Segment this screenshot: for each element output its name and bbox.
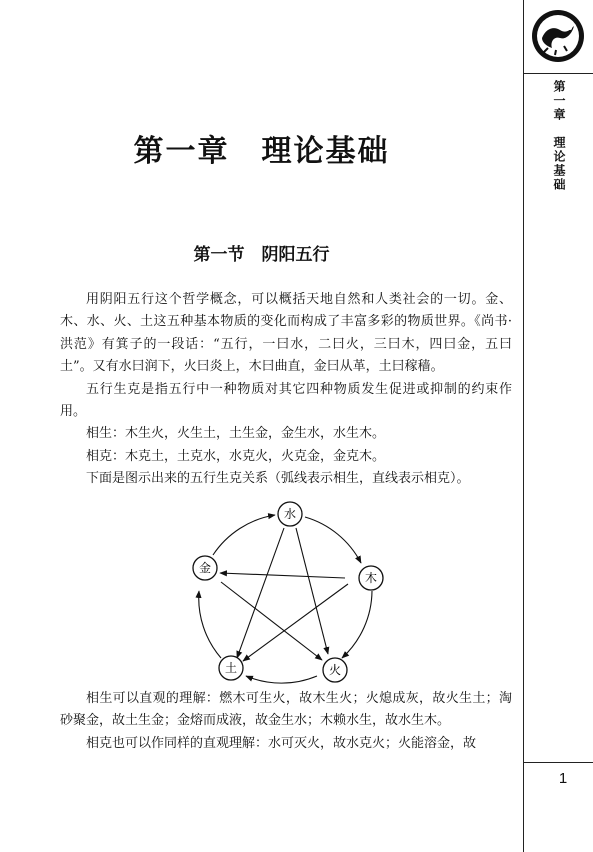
line-wood-to-earth bbox=[220, 573, 345, 578]
node-wood bbox=[359, 566, 383, 590]
line-fire-to-metal bbox=[221, 582, 322, 660]
side-chapter-label: 第一章 bbox=[552, 80, 566, 122]
body-text-bottom bbox=[60, 688, 512, 755]
svg-text:土: 土 bbox=[224, 661, 238, 675]
dragon-emblem-icon bbox=[530, 8, 586, 64]
five-elements-diagram bbox=[180, 498, 400, 688]
body-text-top bbox=[60, 289, 512, 491]
arc-fire-to-earth bbox=[246, 676, 317, 683]
svg-text:水: 水 bbox=[283, 507, 297, 521]
arc-wood-to-fire bbox=[342, 591, 372, 658]
line-earth-to-water bbox=[296, 528, 328, 654]
paragraph-xiangke: 相克：木克土，土克水，水克火，火克金，金克木。 bbox=[86, 448, 386, 464]
node-water bbox=[278, 502, 302, 526]
margin-rule-bottom bbox=[523, 762, 593, 763]
arc-water-to-wood bbox=[305, 517, 361, 563]
node-earth bbox=[219, 656, 243, 680]
arc-metal-to-water bbox=[213, 515, 275, 555]
svg-text:木: 木 bbox=[364, 571, 378, 585]
line-water-to-fire bbox=[237, 528, 284, 658]
arc-earth-to-metal bbox=[199, 591, 221, 658]
svg-text:金: 金 bbox=[198, 561, 212, 575]
paragraph-shengke-definition: 五行生克是指五行中一种物质对其它四种物质发生促进或抑制的约束作用。 bbox=[60, 381, 512, 420]
paragraph-xiangsheng: 相生：木生火，火生土，土生金，金生水，水生木。 bbox=[86, 426, 386, 442]
margin-rule-top bbox=[523, 73, 593, 74]
paragraph-intro: 用阴阳五行这个哲学概念，可以概括天地自然和人类社会的一切。金、木、水、火、土这五种基本物质的变化而构成了丰富多彩的物质世界。《尚书·洪范》有箕子的一段话：“五行，一曰水，二曰火，三曰木，四曰金，五曰土”。又有水曰润下，火曰炎上，木曰曲直，金曰从革，土曰稼穑。 bbox=[60, 292, 512, 375]
line-metal-to-wood bbox=[243, 584, 348, 661]
side-chapter-title: 理论基础 bbox=[552, 136, 566, 192]
chapter-title: 第一章 理论基础 bbox=[133, 134, 390, 169]
paragraph-sheng-explanation: 相生可以直观的理解：燃木可生火，故木生火；火熄成灰，故火生土；淘砂聚金，故土生金；金熔而成液，故金生水；木赖水生，故水生木。 bbox=[60, 691, 512, 729]
page-number: 1 bbox=[558, 770, 568, 787]
section-title: 第一节 阴阳五行 bbox=[193, 245, 330, 265]
paragraph-diagram-caption: 下面是图示出来的五行生克关系（弧线表示相生，直线表示相克）。 bbox=[86, 471, 470, 487]
svg-text:火: 火 bbox=[328, 663, 342, 677]
margin-vertical-rule bbox=[523, 0, 524, 852]
paragraph-ke-explanation: 相克也可以作同样的直观理解：水可灭火，故水克火；火能溶金，故 bbox=[86, 735, 477, 751]
node-fire bbox=[323, 658, 347, 682]
node-metal bbox=[193, 556, 217, 580]
